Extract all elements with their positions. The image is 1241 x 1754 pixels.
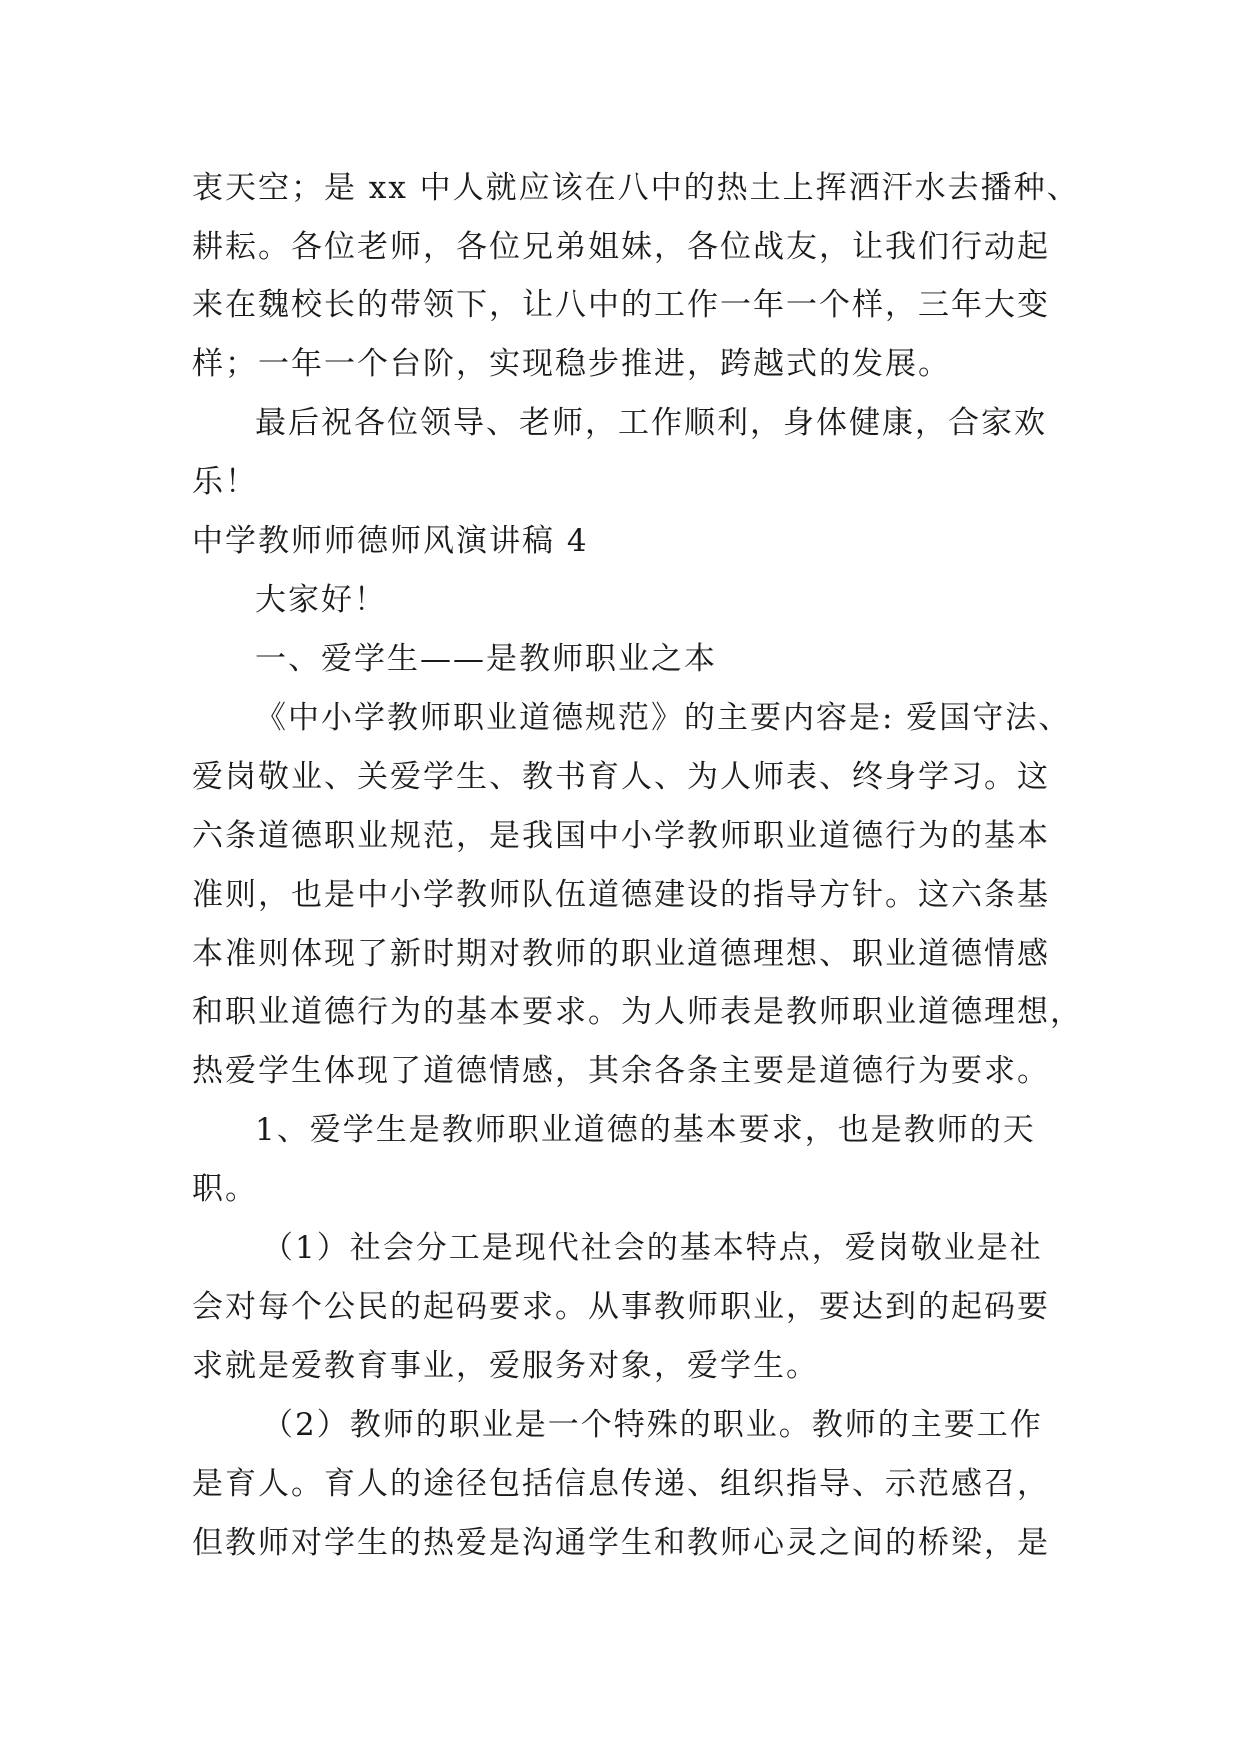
body-text-line: 是育人。育人的途径包括信息传递、组织指导、示范感召， — [192, 1466, 1050, 1502]
body-text-line: 最后祝各位领导、老师，工作顺利，身体健康，合家欢 — [255, 405, 1047, 441]
body-text-line: （1）社会分工是现代社会的基本特点，爱岗敬业是社 — [262, 1230, 1043, 1266]
body-text-line: 和职业道德行为的基本要求。为人师表是教师职业道德理想， — [192, 994, 1083, 1030]
body-text-line: 乐！ — [192, 464, 258, 500]
body-text-line: 热爱学生体现了道德情感，其余各条主要是道德行为要求。 — [192, 1053, 1050, 1089]
body-text-line: 六条道德职业规范，是我国中小学教师职业道德行为的基本 — [192, 818, 1050, 854]
body-text-line: 求就是爱教育事业，爱服务对象，爱学生。 — [192, 1348, 819, 1384]
section-heading: 中学教师师德师风演讲稿 4 — [192, 523, 589, 559]
body-text-line: （2）教师的职业是一个特殊的职业。教师的主要工作 — [262, 1407, 1043, 1443]
body-text-line: 职。 — [192, 1171, 258, 1207]
body-text-line: 准则，也是中小学教师队伍道德建设的指导方针。这六条基 — [192, 877, 1050, 913]
body-text-line: 耕耘。各位老师，各位兄弟姐妹，各位战友，让我们行动起 — [192, 229, 1050, 265]
body-text-line: 1、爱学生是教师职业道德的基本要求，也是教师的天 — [255, 1112, 1036, 1148]
greeting-line: 大家好！ — [255, 582, 387, 618]
body-text-line: 样；一年一个台阶，实现稳步推进，跨越式的发展。 — [192, 346, 951, 382]
body-text-line: 爱岗敬业、关爱学生、教书育人、为人师表、终身学习。这 — [192, 759, 1050, 795]
body-text-line: 本准则体现了新时期对教师的职业道德理想、职业道德情感 — [192, 936, 1050, 972]
body-text-line: 《中小学教师职业道德规范》的主要内容是: 爱国守法、 — [255, 700, 1072, 736]
subsection-heading: 一、爱学生——是教师职业之本 — [255, 641, 717, 677]
body-text-line: 会对每个公民的起码要求。从事教师职业，要达到的起码要 — [192, 1289, 1050, 1325]
body-text-line: 但教师对学生的热爱是沟通学生和教师心灵之间的桥梁，是 — [192, 1525, 1050, 1561]
body-text-line: 衷天空；是 xx 中人就应该在八中的热土上挥洒汗水去播种、 — [192, 170, 1080, 206]
body-text-line: 来在魏校长的带领下，让八中的工作一年一个样，三年大变 — [192, 287, 1050, 323]
